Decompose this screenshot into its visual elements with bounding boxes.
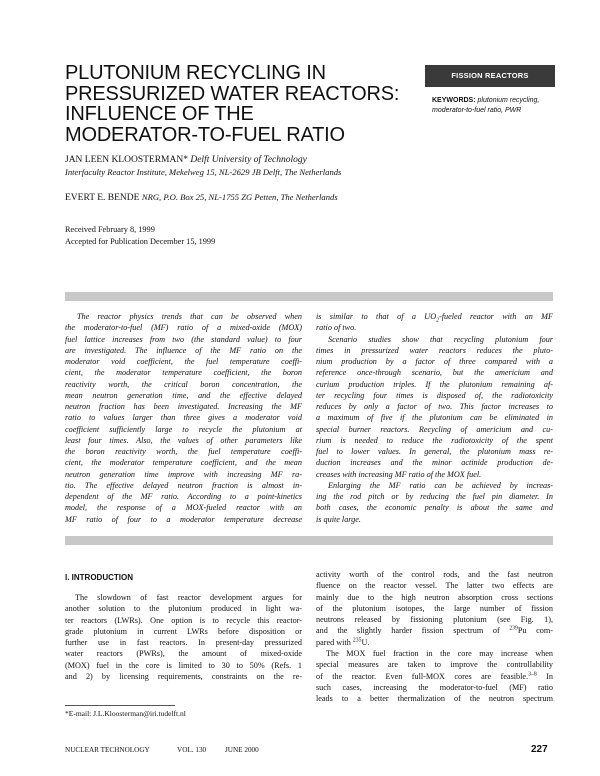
title-line: PRESSURIZED WATER REACTORS:: [65, 82, 400, 105]
abstract-text: is similar to that of a UO: [316, 312, 437, 321]
page-number: 227: [531, 744, 548, 755]
author-1-affil2: Interfaculty Reactor Institute, Mekelweg 15, NL-2629 JB Delft, The Netherlands: [65, 167, 342, 177]
abstract-line: mean neutron generation time, and the effective delayed: [65, 390, 302, 400]
body-text: U.: [361, 637, 370, 647]
body-line: grade plutonium in current LWRs before disposition or: [65, 626, 302, 636]
abstract-line: both cases, the economic penalty is about the same and: [316, 503, 553, 513]
superscript: 239: [509, 625, 518, 632]
abstract-line: cient, the moderator temperature coefficient, the boron: [65, 368, 302, 378]
received-date: Received February 8, 1999: [65, 225, 155, 234]
abstract-line: times in pressurized water reactors reduces the pluto-: [316, 345, 553, 355]
body-line: and 2) by licensing requirements, constraints on the re-: [65, 672, 302, 682]
abstract-line: duction increases and the minor actinide production de-: [316, 458, 553, 468]
abstract-line: the moderator-to-fuel (MF) ratio of a mixed-oxide (MOX): [65, 323, 302, 333]
body-line: ter reactors (LWRs). One option is to recycle this reactor-: [65, 615, 302, 625]
abstract-line: cient, the moderator temperature coefficient, and the mean: [65, 458, 302, 468]
body-line: (MOX) fuel in the core is limited to 30 to 50% (Refs. 1: [65, 660, 302, 670]
title-line: MODERATOR-TO-FUEL RATIO: [65, 123, 345, 146]
body-text: of the reactor. Even full-MOX cores are feasible.: [316, 671, 529, 681]
body-line: special measures are taken to improve the controllability: [316, 660, 553, 670]
abstract-line: reactivity worth, the critical boron concentration, the: [65, 379, 302, 389]
abstract-right-column: [316, 311, 553, 525]
body-line: The slowdown of fast reactor development argues for: [75, 593, 302, 602]
body-text: In: [536, 671, 553, 681]
body-line: The MOX fuel fraction in the core may increase when: [326, 649, 553, 659]
author-1-name: JAN LEEN KLOOSTERMAN*: [65, 155, 188, 165]
keywords-line2: moderator-to-fuel ratio, PWR: [432, 107, 522, 114]
abstract-line: reduces by only a factor of two. This factor increases to: [316, 402, 553, 411]
footer-date: JUNE 2000: [225, 746, 259, 754]
abstract-line: dependent of the MF ratio. According to a point-kinetics: [65, 492, 302, 501]
footer-volume: VOL. 130: [177, 746, 207, 754]
keywords-label: KEYWORDS:: [432, 97, 476, 104]
author-1-address: [65, 166, 341, 178]
abstract-line: ing the rod pitch or by reducing the fuel pin diameter. In: [316, 492, 553, 501]
body-line: of the plutonium isotopes, the large number of fission: [316, 603, 553, 613]
author-2: [65, 191, 338, 204]
abstract-line: are investigated. The influence of the MF ratio on the: [65, 345, 302, 355]
body-line: [316, 625, 553, 636]
publication-dates: [65, 224, 215, 248]
abstract-bottom-bar: [65, 536, 553, 545]
footnote: *E-mail: J.L.Kloosterman@iri.tudelft.nl: [65, 709, 186, 718]
body-line: such cases, increasing the moderator-to-fuel (MF) ratio: [316, 682, 553, 692]
abstract-line: least four times. Also, the values of other parameters like: [65, 435, 302, 445]
abstract-line: MF ratio of four to a moderator temperature decrease: [65, 514, 302, 524]
body-line: neutrons released by fissioning plutonium (see Fig. 1),: [316, 615, 553, 625]
body-line: mainly due to the high neutron absorption cross sections: [316, 592, 553, 602]
section-badge: FISSION REACTORS: [425, 65, 555, 87]
keywords: [432, 96, 562, 116]
abstract-line: curium production triples. If the plutonium remaining af-: [316, 379, 553, 389]
abstract-top-bar: [65, 292, 553, 301]
subscript: 2: [436, 317, 439, 324]
abstract-line: ratio of two.: [316, 323, 357, 333]
abstract-line: a maximum of five if the plutonium can be eliminated in: [316, 413, 553, 423]
abstract-line: ter recycling four times is disposed of, the radiotoxicity: [316, 390, 553, 400]
body-text: and the slightly harder fission spectrum of: [316, 626, 510, 636]
accepted-date: Accepted for Publication December 15, 1999: [65, 237, 216, 246]
abstract-line: rium is needed to reduce the radiotoxicity of the spent: [316, 435, 553, 445]
title-line: PLUTONIUM RECYCLING IN: [65, 62, 326, 84]
body-text: Pu com-: [517, 626, 553, 636]
intro-left-column: [65, 592, 302, 682]
body-line: fluence on the reactor vessel. The latter two effects are: [316, 581, 553, 591]
superscript: 3–8: [528, 670, 537, 677]
abstract-left-column: [65, 311, 302, 525]
body-line: water reactors (PWRs), the amount of mixed-oxide: [65, 649, 302, 659]
keywords-line1: plutonium recycling,: [477, 97, 540, 104]
title-line: INFLUENCE OF THE: [65, 103, 254, 125]
superscript: 235: [352, 637, 362, 644]
abstract-line: moderator void coefficient, the fuel temperature coeffi-: [65, 357, 302, 366]
abstract-line: nium production by a factor of three compared with a: [316, 357, 553, 366]
body-line: [316, 671, 553, 682]
abstract-line: neutron generation time improve with increasing MF ra-: [65, 469, 302, 479]
footer-journal: NUCLEAR TECHNOLOGY: [65, 746, 150, 754]
abstract-line: special burner reactors. Recycling of americium and cu-: [316, 424, 553, 434]
body-line: activity worth of the control rods, and the fast neutron: [316, 570, 553, 579]
abstract-text: -fueled reactor with an MF: [438, 312, 553, 321]
body-line: leads to a better thermalization of the neutron spectrum: [316, 694, 553, 704]
abstract-line: Enlarging the MF ratio can be achieved by increas-: [328, 480, 553, 490]
body-text: pared with: [316, 637, 353, 647]
abstract-line: ratio to values larger than three gives a moderator void: [65, 413, 302, 423]
intro-right-column: [316, 569, 553, 705]
abstract-line: The reactor physics trends that can be observed when: [77, 312, 302, 321]
abstract-line: neutron fraction has been investigated. Increasing the MF: [65, 402, 302, 411]
author-2-affil: NRG, P.O. Box 25, NL-1755 ZG Petten, The Netherlands: [141, 192, 338, 202]
abstract-line: reference once-through scenario, but the americium and: [316, 368, 553, 378]
footnote-rule: [65, 705, 175, 706]
body-line: further use in fast reactors. In present-day pressurized: [65, 638, 302, 648]
author-1: [65, 154, 307, 166]
abstract-line: fuel lattice increases from two (the standard value) to four: [65, 334, 302, 344]
abstract-line: fuel to lower values. In general, the plutonium mass re-: [316, 447, 553, 456]
abstract-line: model, the response of a MOX-fueled reactor with an: [65, 503, 302, 513]
abstract-line: is quite large.: [316, 514, 361, 524]
author-1-affil1: Delft University of Technology: [190, 155, 307, 165]
article-title: [65, 62, 400, 146]
abstract-line: tio. The effective delayed neutron fraction is almost in-: [65, 480, 302, 490]
body-line: [316, 637, 553, 648]
abstract-line: creases with increasing MF ratio of the MOX fuel.: [316, 469, 482, 479]
abstract-line: [316, 311, 553, 322]
abstract-line: Scenario studies show that recycling plutonium four: [328, 334, 553, 344]
author-2-name: EVERT E. BENDE: [65, 193, 140, 203]
abstract-line: the boron reactivity worth, the fuel temperature coeffi-: [65, 447, 302, 456]
body-line: another solution to the plutonium produced in light wa-: [65, 604, 302, 614]
abstract-line: coefficient sufficiently large to recycle the plutonium at: [65, 424, 302, 434]
section-heading: I. INTRODUCTION: [65, 573, 133, 582]
